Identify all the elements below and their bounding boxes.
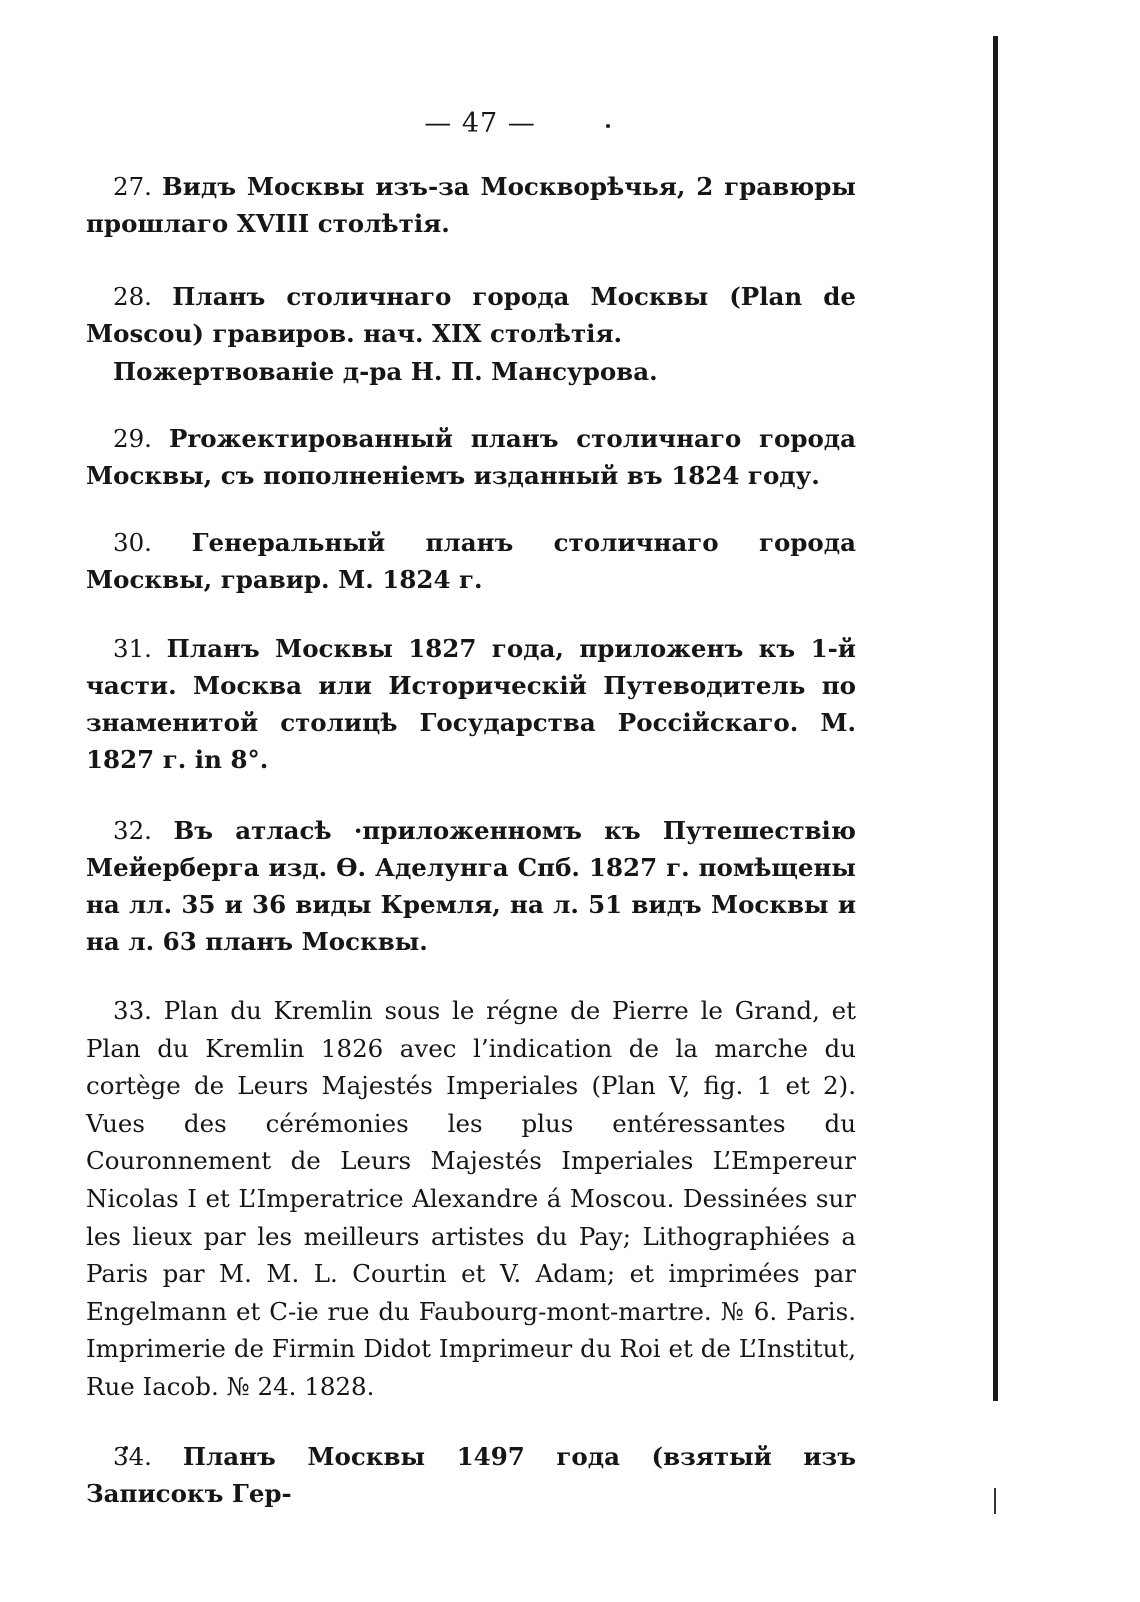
entry-text: Видъ Москвы изъ-за Москворѣчья, 2 гравюры прошлаго XVIII столѣтія. [86,172,856,238]
entry-text: Генеральный планъ столичнаго города Москвы, гравир. М. 1824 г. [86,528,856,594]
entry-text: Plan du Kremlin sous le régne de Pierre le Grand, et Plan du Kremlin 1826 avec l’indication de la marche du cortège de Leurs Majestés Imperiales (Plan V, fig. 1 et 2). Vues des cérémonies les plus entéressantes du Couronnement de Leurs Majestés Imperiales L’Empereur Nicolas I et L’Imperatrice Alexandre á Moscou. Dessinées sur les lieux par les meilleurs artistes du Pay; Lithographiées a Paris par M. M. L. Courtin et V. Adam; et imprimées par Engelmann et C-ie rue du Faubourg-mont-martre. № 6. Paris. Imprimerie de Firmin Didot Imprimeur du Roi et de L’Institut, Rue Iacob. № 24. 1828. [86,996,856,1401]
entry-number: 28. [113,282,173,311]
catalogue-entry-27 [86,168,856,242]
entry-text: Планъ Москвы 1827 года, приложенъ къ 1-й части. Москва или Историческій Путеводитель по знаменитой столицѣ Государства Россійскаго. М. 1827 г. in 8°. [86,634,856,774]
entry-number: 27. [113,172,163,201]
entry-text: Рrожектированный планъ столичнаго города Москвы, съ пополненіемъ изданный въ 1824 году. [86,424,856,490]
entry-number: 31. [113,634,167,663]
catalogue-entry-33 [86,992,856,1406]
catalogue-entry-31 [86,630,856,778]
entry-number: 30. [113,528,192,557]
entry-donation-note: Пожертвованіе д-ра Н. П. Мансурова. [113,357,658,386]
catalogue-entry-32 [86,812,856,960]
catalogue-entry-29 [86,420,856,494]
binding-edge-mark [994,1488,996,1514]
print-speck [606,124,610,128]
page-number: — 47 — [424,108,536,139]
catalogue-entry-34 [86,1438,856,1512]
catalogue-list [86,168,856,1539]
entry-text: Въ атласѣ ·приложенномъ къ Путешествію Мейерберга изд. Ѳ. Аделунга Спб. 1827 г. помѣщены на лл. 35 и 36 виды Кремля, на л. 51 видъ Москвы и на л. 63 планъ Москвы. [86,816,856,956]
entry-number: 32. [113,816,174,845]
catalogue-entry-30 [86,524,856,598]
entry-text: Планъ столичнаго города Москвы (Plan de Moscou) гравиров. нач. XIX столѣтія. [86,282,856,348]
binding-edge-rule [993,36,998,1401]
entry-text: Планъ Москвы 1497 года (взятый изъ Записокъ Гер- [86,1441,856,1508]
entry-number: 33. [113,996,164,1025]
entry-number: 34. [113,1441,183,1471]
entry-number: 29. [113,424,169,453]
catalogue-entry-28 [86,278,856,390]
